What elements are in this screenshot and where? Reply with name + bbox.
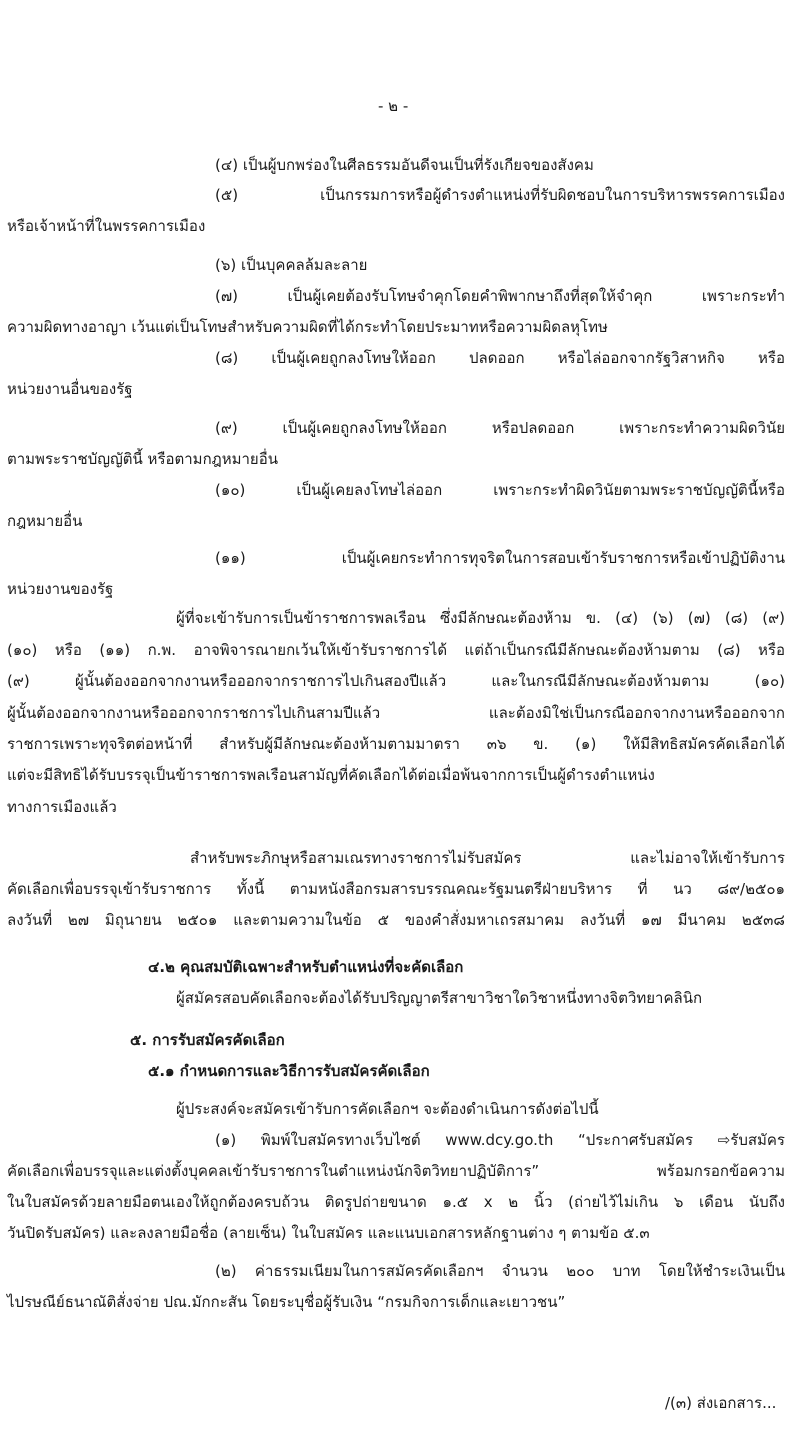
item-5-cont: หรือเจ้าหน้าที่ในพรรคการเมือง	[7, 217, 206, 235]
section-5-heading: ๕. การรับสมัครคัดเลือก	[130, 1031, 285, 1049]
section-4-2-heading: ๔.๒ คุณสมบัติเฉพาะสำหรับตำแหน่งที่จะคัดเลือก	[148, 958, 464, 976]
item-8: (๘) เป็นผู้เคยถูกลงโทษให้ออก ปลดออก หรือไล่ออกจากรัฐวิสาหกิจ หรือ	[215, 349, 785, 367]
exception-line: ผู้นั้นต้องออกจากงานหรือออกจากราชการไปเกินสามปีแล้ว และต้องมิใช่เป็นกรณีออกจากงานหรือออกจาก	[7, 704, 785, 722]
step-1-cont: คัดเลือกเพื่อบรรจุและแต่งตั้งบุคคลเข้ารับราชการในตำแหน่งนักจิตวิทยาปฏิบัติการ” พร้อมกรอกข้อความ	[7, 1162, 785, 1180]
qualification-text: ผู้สมัครสอบคัดเลือกจะต้องได้รับปริญญาตรีสาขาวิชาใดวิชาหนึ่งทางจิตวิทยาคลินิก	[176, 989, 703, 1007]
exception-paragraph: ผู้ที่จะเข้ารับการเป็นข้าราชการพลเรือน ซึ่งมีลักษณะต้องห้าม ข. (๔) (๖) (๗) (๘) (๙)	[176, 609, 785, 627]
monk-line: ลงวันที่ ๒๗ มิถุนายน ๒๕๐๑ และตามความในข้อ ๕ ของคำสั่งมหาเถรสมาคม ลงวันที่ ๑๗ มีนาคม ๒๕๓๘	[7, 911, 785, 929]
item-11: (๑๑) เป็นผู้เคยกระทำการทุจริตในการสอบเข้ารับราชการหรือเข้าปฏิบัติงาน	[215, 549, 785, 567]
step-2: (๒) ค่าธรรมเนียมในการสมัครคัดเลือกฯ จำนวน ๒๐๐ บาท โดยให้ชำระเงินเป็น	[215, 1262, 785, 1280]
page-number: - ๒ -	[378, 97, 409, 115]
step-2-cont: ไปรษณีย์ธนาณัติสั่งจ่าย ปณ.มักกะสัน โดยระบุชื่อผู้รับเงิน “กรมกิจการเด็กและเยาวชน”	[7, 1293, 566, 1311]
procedure-intro: ผู้ประสงค์จะสมัครเข้ารับการคัดเลือกฯ จะต้องดำเนินการดังต่อไปนี้	[176, 1100, 599, 1118]
monk-line: คัดเลือกเพื่อบรรจุเข้ารับราชการ ทั้งนี้ ตามหนังสือกรมสารบรรณคณะรัฐมนตรีฝ่ายบริหาร ที่ นว ๘๙/๒๕๐๑	[7, 880, 785, 898]
continuation-note: /(๓) ส่งเอกสาร...	[665, 1394, 777, 1412]
section-5-1-heading: ๕.๑ กำหนดการและวิธีการรับสมัครคัดเลือก	[148, 1062, 430, 1080]
item-6: (๖) เป็นบุคคลล้มละลาย	[215, 256, 368, 274]
exception-line: ราชการเพราะทุจริตต่อหน้าที่ สำหรับผู้มีลักษณะต้องห้ามตามมาตรา ๓๖ ข. (๑) ให้มีสิทธิสมัครคัดเลือกได้	[7, 735, 785, 753]
exception-line: (๑๐) หรือ (๑๑) ก.พ. อาจพิจารณายกเว้นให้เข้ารับราชการได้ แต่ถ้าเป็นกรณีมีลักษณะต้องห้ามตาม (๘) หรือ	[7, 641, 785, 659]
item-10: (๑๐) เป็นผู้เคยลงโทษไล่ออก เพราะกระทำผิดวินัยตามพระราชบัญญัตินี้หรือ	[215, 481, 785, 499]
item-9: (๙) เป็นผู้เคยถูกลงโทษให้ออก หรือปลดออก เพราะกระทำความผิดวินัย	[215, 419, 785, 437]
item-4: (๔) เป็นผู้บกพร่องในศีลธรรมอันดีจนเป็นที่รังเกียจของสังคม	[215, 156, 594, 174]
step-1: (๑) พิมพ์ใบสมัครทางเว็บไซต์ www.dcy.go.th “ประกาศรับสมัคร ⇨รับสมัคร	[215, 1131, 785, 1149]
monk-paragraph: สำหรับพระภิกษุหรือสามเณรทางราชการไม่รับสมัคร และไม่อาจให้เข้ารับการ	[190, 849, 785, 867]
exception-line: ทางการเมืองแล้ว	[7, 798, 117, 816]
item-11-cont: หน่วยงานของรัฐ	[7, 580, 114, 598]
exception-line: (๙) ผู้นั้นต้องออกจากงานหรือออกจากราชการไปเกินสองปีแล้ว และในกรณีมีลักษณะต้องห้ามตาม (๑๐)	[7, 672, 785, 690]
step-1-cont: ในใบสมัครด้วยลายมือตนเองให้ถูกต้องครบถ้วน ติดรูปถ่ายขนาด ๑.๕ x ๒ นิ้ว (ถ่ายไว้ไม่เกิน ๖ เดือน นับถึง	[7, 1193, 785, 1211]
item-10-cont: กฎหมายอื่น	[7, 512, 83, 530]
item-5: (๕) เป็นกรรมการหรือผู้ดำรงตำแหน่งที่รับผิดชอบในการบริหารพรรคการเมือง	[215, 186, 785, 204]
item-9-cont: ตามพระราชบัญญัตินี้ หรือตามกฎหมายอื่น	[7, 450, 278, 468]
item-7-cont: ความผิดทางอาญา เว้นแต่เป็นโทษสำหรับความผิดที่ได้กระทำโดยประมาทหรือความผิดลหุโทษ	[7, 318, 608, 336]
item-7: (๗) เป็นผู้เคยต้องรับโทษจำคุกโดยคำพิพากษาถึงที่สุดให้จำคุก เพราะกระทำ	[215, 287, 785, 305]
item-8-cont: หน่วยงานอื่นของรัฐ	[7, 380, 133, 398]
step-1-cont: วันปิดรับสมัคร) และลงลายมือชื่อ (ลายเซ็น) ในใบสมัคร และแนบเอกสารหลักฐานต่าง ๆ ตามข้อ ๕.๓	[7, 1224, 650, 1242]
exception-line: แต่จะมีสิทธิได้รับบรรจุเป็นข้าราชการพลเรือนสามัญที่คัดเลือกได้ต่อเมื่อพ้นจากการเป็นผู้ดำรงตำแหน่ง	[7, 766, 655, 784]
